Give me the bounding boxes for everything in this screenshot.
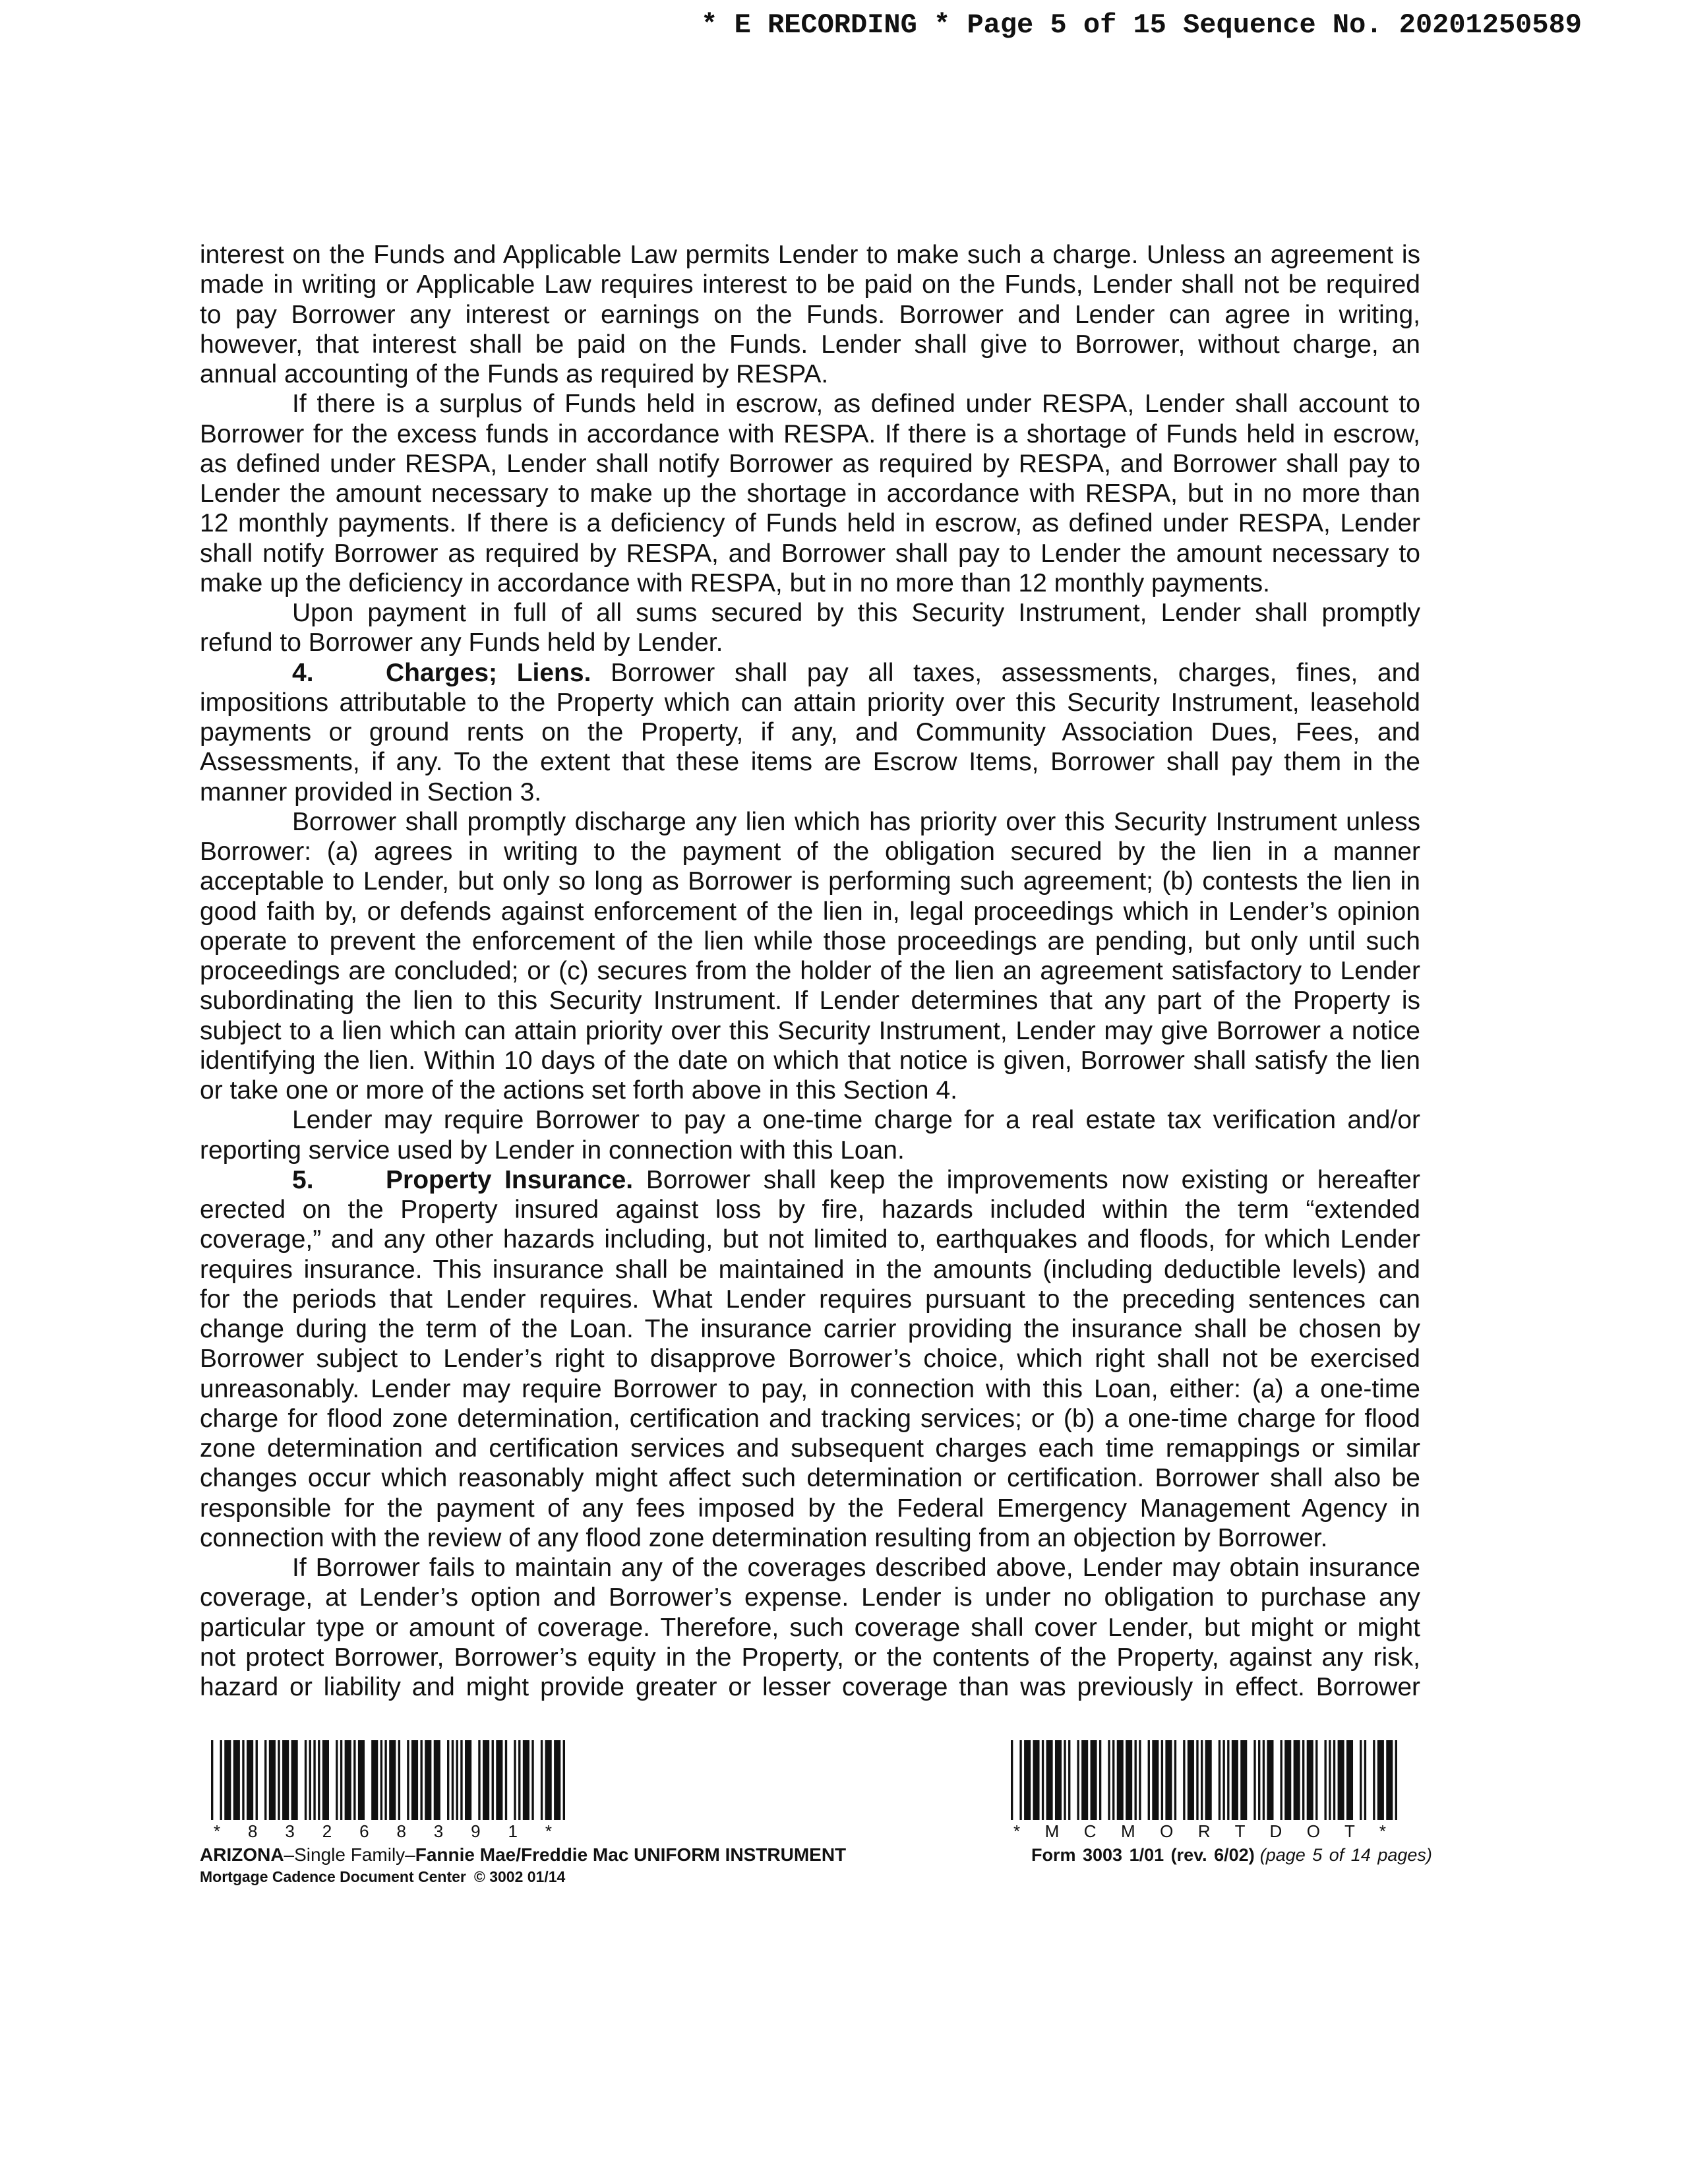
barcode-bar [340, 1740, 342, 1820]
paragraph-tax-verification [200, 1105, 1420, 1165]
barcode-bar [434, 1740, 440, 1820]
barcode-bar [1081, 1740, 1088, 1820]
section-title: Property Insurance. [386, 1165, 634, 1194]
barcode-bar [1046, 1740, 1053, 1820]
barcode-bar [305, 1740, 307, 1820]
barcode-bar [309, 1740, 311, 1820]
barcode-bar [1201, 1740, 1203, 1820]
barcode-bar [256, 1740, 258, 1820]
barcode-bar [1267, 1740, 1273, 1820]
body-line: made in writing or Applicable Law requires interest to be paid on the Funds, Lender shall not be required [200, 270, 1420, 299]
barcode-bar [1219, 1740, 1221, 1820]
barcode-bar [1033, 1740, 1039, 1820]
barcode-bar [1364, 1740, 1366, 1820]
barcode-bar [264, 1740, 266, 1820]
barcode-bar [483, 1740, 489, 1820]
barcode-bar [1338, 1740, 1344, 1820]
barcode-bar [1360, 1740, 1362, 1820]
barcode-bar [1126, 1740, 1132, 1820]
body-line: however, that interest shall be paid on the Funds. Lender shall give to Borrower, without charge, an [200, 330, 1420, 359]
barcode-bar [563, 1740, 565, 1820]
barcode-bar [353, 1740, 355, 1820]
barcode-bar [545, 1740, 552, 1820]
section-4-charges-liens [200, 658, 1420, 807]
barcode-bar [1108, 1740, 1110, 1820]
barcode-bar [336, 1740, 338, 1820]
barcode-bar [1227, 1740, 1229, 1820]
body-line: coverage, at Lender’s option and Borrower’s expense. Lender is under no obligation to purchase any [200, 1583, 1420, 1612]
barcode-bar [318, 1740, 320, 1820]
barcode-bar [1284, 1740, 1291, 1820]
barcode-bar [1024, 1740, 1031, 1820]
barcode-bar [456, 1740, 458, 1820]
body-line: erected on the Property insured against loss by fire, hazards included within the term “extended [200, 1196, 1420, 1224]
barcode-bar [447, 1740, 449, 1820]
body-line: or take one or more of the actions set forth above in this Section 4. [200, 1076, 957, 1105]
body-line: identifying the lien. Within 10 days of the date on which that notice is given, Borrower shall satisfy the lien [200, 1046, 1420, 1075]
body-line: subject to a lien which can attain priority over this Security Instrument, Lender may give Borrower a notice [200, 1016, 1420, 1045]
barcode-bar [380, 1740, 382, 1820]
section-heading-line [200, 658, 1420, 688]
barcode-bar [505, 1740, 507, 1820]
barcode-bar [1222, 1740, 1224, 1820]
section-number: 4. [292, 658, 314, 687]
body-line: Borrower subject to Lender’s right to disapprove Borrower’s choice, which right shall not be exercised [200, 1345, 1420, 1374]
barcode-bar [1325, 1740, 1327, 1820]
barcode-bar [1099, 1740, 1101, 1820]
barcode-bar [514, 1740, 516, 1820]
form-number-line [1031, 1844, 1432, 1866]
barcode-bar [1019, 1740, 1021, 1820]
barcode-bar [1196, 1740, 1198, 1820]
body-line: Borrower shall promptly discharge any lien which has priority over this Security Instrument unless [292, 807, 1420, 836]
body-line: payments or ground rents on the Property, if any, and Community Association Dues, Fees, and [200, 718, 1420, 746]
form-issuer: Fannie Mae/Freddie Mac UNIFORM INSTRUMENT [415, 1844, 847, 1865]
barcode-bar [1240, 1740, 1247, 1820]
barcode-bar [291, 1740, 298, 1820]
barcode-bar [1152, 1740, 1159, 1820]
body-line: zone determination and certification services and subsequent charges each time remappings or similar [200, 1434, 1420, 1463]
body-line: responsible for the payment of any fees imposed by the Federal Emergency Management Agency in [200, 1494, 1420, 1523]
barcode-bar [398, 1740, 400, 1820]
body-line: unreasonably. Lender may require Borrower to pay, in connection with this Loan, either: (a) a one-time [200, 1374, 1420, 1403]
body-line-text: Borrower shall pay all taxes, assessments, charges, fines, and [611, 658, 1421, 687]
barcode-left [211, 1740, 565, 1820]
paragraph-lender-coverage [200, 1553, 1420, 1702]
barcode-bar [1011, 1740, 1013, 1820]
barcode-bar [1139, 1740, 1141, 1820]
barcode-bar [492, 1740, 494, 1820]
body-line: good faith by, or defends against enforcement of the lien in, legal proceedings which in Lender’s opinion [200, 897, 1420, 926]
body-line: to pay Borrower any interest or earnings on the Funds. Borrower and Lender can agree in writing, [200, 300, 1420, 329]
body-line: 12 monthly payments. If there is a deficiency of Funds held in escrow, as defined under RESPA, Lender [200, 509, 1420, 538]
body-line-text: Borrower shall keep the improvements now existing or hereafter [646, 1165, 1420, 1194]
barcode-bar [1205, 1740, 1212, 1820]
barcode-bar [1315, 1740, 1317, 1820]
barcode-bar [531, 1740, 533, 1820]
barcode-bar [1064, 1740, 1066, 1820]
barcode-bar [1395, 1740, 1397, 1820]
barcode-bar [1174, 1740, 1176, 1820]
barcode-bar [1188, 1740, 1194, 1820]
body-line: annual accounting of the Funds as required by RESPA. [200, 360, 829, 388]
barcode-bar [465, 1740, 471, 1820]
body-line: impositions attributable to the Property which can attain priority over this Security Instrument, leasehold [200, 688, 1420, 717]
barcode-bar [1294, 1740, 1300, 1820]
barcode-bar [541, 1740, 543, 1820]
barcode-bar [1135, 1740, 1137, 1820]
barcode-bar [1329, 1740, 1331, 1820]
body-line: operate to prevent the enforcement of the lien while those proceedings are pending, but only until such [200, 926, 1420, 956]
vendor-name: Mortgage Cadence Document Center [200, 1868, 466, 1885]
barcode-bar [425, 1740, 431, 1820]
paragraph-surplus-funds [200, 389, 1420, 598]
body-line: Lender the amount necessary to make up the shortage in accordance with RESPA, but in no more than [200, 479, 1420, 508]
barcode-bar [1183, 1740, 1185, 1820]
body-line: manner provided in Section 3. [200, 777, 542, 806]
barcode-bar [420, 1740, 422, 1820]
barcode-bar [242, 1740, 244, 1820]
barcode-bar [224, 1740, 231, 1820]
barcode-bar [1373, 1740, 1375, 1820]
barcode-bar [1281, 1740, 1282, 1820]
barcode-bar [460, 1740, 462, 1820]
barcode-bar [1148, 1740, 1150, 1820]
body-line: If there is a surplus of Funds held in escrow, as defined under RESPA, Lender shall account to [292, 390, 1420, 419]
barcode-bar [411, 1740, 418, 1820]
section-heading-line [200, 1165, 1420, 1195]
barcode-bar [1263, 1740, 1265, 1820]
barcode-bar [322, 1740, 329, 1820]
barcode-bar [1117, 1740, 1124, 1820]
barcode-bar [1077, 1740, 1079, 1820]
barcode-bar [1232, 1740, 1238, 1820]
paragraph-funds-interest [200, 240, 1420, 389]
body-line: interest on the Funds and Applicable Law permits Lender to make such a charge. Unless an agreement is [200, 241, 1420, 269]
barcode-bar [496, 1740, 502, 1820]
barcode-bar [313, 1740, 315, 1820]
document-body [200, 240, 1420, 1702]
section-5-property-insurance [200, 1165, 1420, 1553]
section-number: 5. [292, 1165, 314, 1194]
body-line: Assessments, if any. To the extent that these items are Escrow Items, Borrower shall pay them in the [200, 748, 1420, 777]
body-line: proceedings are concluded; or (c) secures from the holder of the lien an agreement satisfactory to Lender [200, 957, 1420, 985]
body-line: Borrower: (a) agrees in writing to the payment of the obligation secured by the lien in a manner [200, 837, 1420, 866]
body-line: charge for flood zone determination, certification and tracking services; or (b) a one-time charge for flood [200, 1404, 1420, 1433]
body-line: Borrower for the excess funds in accordance with RESPA. If there is a shortage of Funds held in escrow, [200, 419, 1420, 448]
barcode-bar [371, 1740, 378, 1820]
barcode-bar [523, 1740, 529, 1820]
recording-stamp: * E RECORDING * Page 5 of 15 Sequence No. 20201250589 [701, 9, 1582, 41]
form-type: –Single Family– [284, 1844, 415, 1865]
barcode-bar [211, 1740, 213, 1820]
form-state: ARIZONA [200, 1844, 284, 1865]
barcode-bar [247, 1740, 253, 1820]
barcode-bar [1386, 1740, 1393, 1820]
barcode-bar [1055, 1740, 1062, 1820]
vendor-code: © 3002 01/14 [473, 1868, 566, 1885]
body-line: changes occur which reasonably might affect such determination or certification. Borrower shall also be [200, 1464, 1420, 1493]
barcode-bar [1377, 1740, 1384, 1820]
barcode-right [1011, 1740, 1397, 1820]
body-line: particular type or amount of coverage. Therefore, such coverage shall cover Lender, but might or might [200, 1613, 1420, 1642]
barcode-bar [1333, 1740, 1335, 1820]
paragraph-discharge-lien [200, 807, 1420, 1106]
body-line: for the periods that Lender requires. What Lender requires pursuant to the preceding sentences can [200, 1285, 1420, 1314]
barcode-left-label: * 8 3 2 6 8 3 9 1 * [214, 1821, 552, 1841]
body-line: hazard or liability and might provide greater or lesser coverage than was previously in effect. Borrower [200, 1673, 1420, 1701]
form-title [200, 1844, 846, 1866]
body-line: requires insurance. This insurance shall be maintained in the amounts (including deductible levels) and [200, 1255, 1420, 1284]
body-line: subordinating the lien to this Security Instrument. If Lender determines that any part of the Property is [200, 986, 1420, 1016]
body-line: coverage,” and any other hazards including, but not limited to, earthquakes and floods, for which Lender [200, 1225, 1420, 1254]
barcode-bar [478, 1740, 480, 1820]
body-line: connection with the review of any flood zone determination resulting from an objection by Borrower. [200, 1523, 1328, 1552]
barcode-bar [452, 1740, 454, 1820]
barcode-bar [554, 1740, 560, 1820]
body-line: make up the deficiency in accordance with RESPA, but in no more than 12 monthly payments. [200, 568, 1270, 597]
barcode-bar [384, 1740, 386, 1820]
body-line: Upon payment in full of all sums secured by this Security Instrument, Lender shall promptly [292, 599, 1420, 627]
barcode-bar [358, 1740, 365, 1820]
body-line: as defined under RESPA, Lender shall notify Borrower as required by RESPA, and Borrower shall pay to [200, 449, 1420, 478]
barcode-bar [345, 1740, 351, 1820]
body-line: change during the term of the Loan. The insurance carrier providing the insurance shall be chosen by [200, 1315, 1420, 1343]
barcode-bar [1307, 1740, 1313, 1820]
barcode-bar [269, 1740, 276, 1820]
barcode-bar [1042, 1740, 1044, 1820]
barcode-bar [389, 1740, 396, 1820]
body-line: reporting service used by Lender in connection with this Loan. [200, 1136, 905, 1165]
barcode-bar [1161, 1740, 1163, 1820]
section-title: Charges; Liens. [386, 658, 591, 687]
body-line: refund to Borrower any Funds held by Lender. [200, 628, 723, 657]
barcode-bar [1346, 1740, 1353, 1820]
barcode-bar [1302, 1740, 1304, 1820]
body-line: not protect Borrower, Borrower’s equity in the Property, or the contents of the Property, against any risk, [200, 1643, 1420, 1672]
barcode-bar [282, 1740, 289, 1820]
body-line: If Borrower fails to maintain any of the coverages described above, Lender may obtain insurance [292, 1554, 1420, 1582]
barcode-bar [518, 1740, 520, 1820]
barcode-bar [1165, 1740, 1172, 1820]
body-line: acceptable to Lender, but only so long as Borrower is performing such agreement; (b) contests the lien in [200, 867, 1420, 896]
barcode-bar [220, 1740, 222, 1820]
barcode-bar [1258, 1740, 1260, 1820]
body-line: shall notify Borrower as required by RESPA, and Borrower shall pay to Lender the amount necessary to [200, 539, 1420, 568]
barcode-bar [233, 1740, 240, 1820]
barcode-right-label: * M C M O R T D O T * [1013, 1821, 1386, 1841]
barcode-bar [1091, 1740, 1097, 1820]
form-number: Form 3003 1/01 (rev. 6/02) [1031, 1845, 1255, 1865]
body-line: Lender may require Borrower to pay a one-time charge for a real estate tax verification and/or [292, 1106, 1420, 1135]
barcode-bar [1068, 1740, 1070, 1820]
paragraph-refund [200, 598, 1420, 658]
form-pages: (page 5 of 14 pages) [1259, 1845, 1432, 1865]
vendor-line [200, 1867, 565, 1886]
barcode-bar [1253, 1740, 1255, 1820]
barcode-bar [1112, 1740, 1114, 1820]
barcode-bar [278, 1740, 280, 1820]
barcode-bar [407, 1740, 409, 1820]
